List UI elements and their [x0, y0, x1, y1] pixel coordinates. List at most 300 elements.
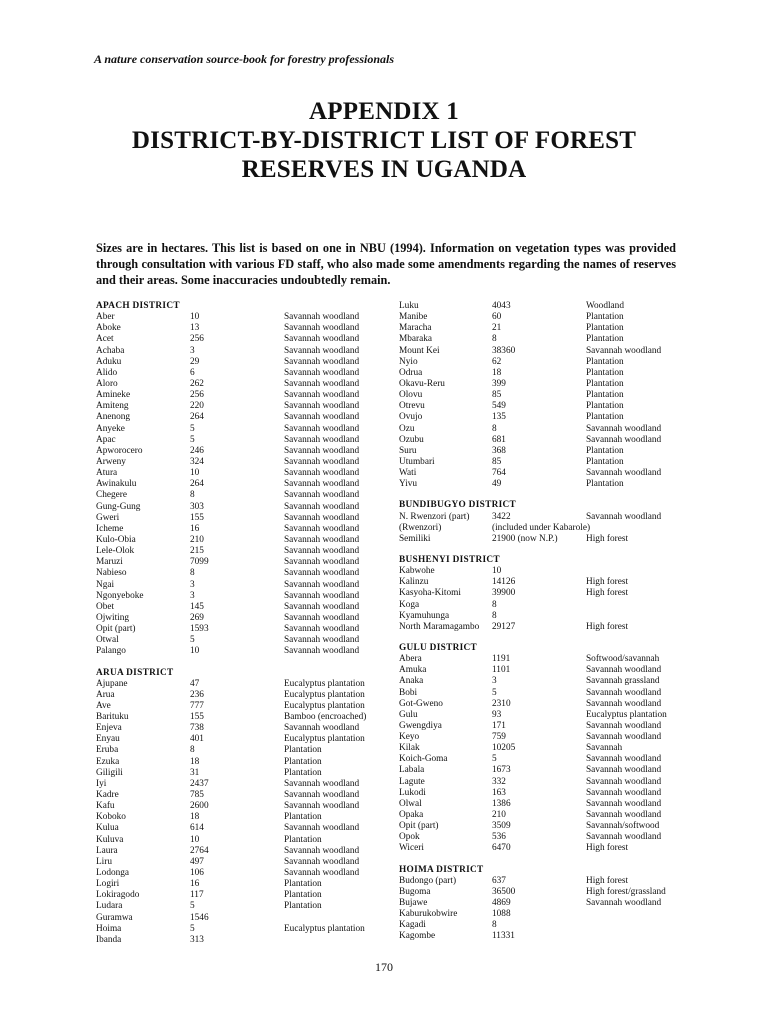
- reserve-size: 10: [492, 566, 502, 577]
- reserve-name: Opaka: [399, 810, 424, 821]
- title-line-3: RESERVES IN UGANDA: [241, 156, 527, 183]
- reserve-row: [399, 699, 699, 710]
- vegetation-type: Savannah woodland: [284, 801, 360, 812]
- reserve-row: [96, 913, 386, 924]
- reserve-name: Bujawe: [399, 898, 428, 909]
- reserve-row: [96, 468, 386, 479]
- section-gap: [399, 855, 699, 865]
- reserve-row: [96, 334, 386, 345]
- reserve-row: [96, 424, 386, 435]
- reserve-name: Atura: [96, 468, 118, 479]
- vegetation-type: Plantation: [586, 412, 624, 423]
- vegetation-type: Plantation: [284, 745, 322, 756]
- vegetation-type: Savannah woodland: [284, 501, 360, 512]
- reserve-row: [96, 779, 386, 790]
- reserve-size: 8: [492, 920, 497, 931]
- reserve-name: North Maramagambo: [399, 621, 480, 632]
- reserve-row: [399, 424, 699, 435]
- reserve-size: 18: [492, 367, 502, 378]
- reserve-row: [96, 379, 386, 390]
- reserve-size: 6470: [492, 843, 511, 854]
- reserve-row: [96, 401, 386, 412]
- reserve-row: [399, 323, 699, 334]
- vegetation-type: Savannah woodland: [284, 778, 360, 789]
- reserve-size: 399: [492, 378, 506, 389]
- reserve-row: [96, 479, 386, 490]
- reserve-size: 264: [190, 412, 204, 423]
- vegetation-type: Savannah woodland: [284, 390, 360, 401]
- reserve-name: Kafu: [96, 801, 115, 812]
- reserve-name: Ozubu: [399, 434, 424, 445]
- reserve-row: [399, 676, 699, 687]
- reserve-name: Eruba: [96, 745, 119, 756]
- reserve-name: Koga: [399, 599, 420, 610]
- reserve-row: [96, 712, 386, 723]
- reserve-row: [96, 357, 386, 368]
- reserve-row: [96, 591, 386, 602]
- vegetation-type: Plantation: [586, 378, 624, 389]
- reserve-name: Otwal: [96, 635, 119, 646]
- reserve-size: 785: [190, 790, 204, 801]
- reserve-name: Semiliki: [399, 533, 431, 544]
- vegetation-type: Plantation: [586, 390, 624, 401]
- reserve-name: Kaburukobwire: [399, 909, 458, 920]
- reserve-row: [399, 622, 699, 633]
- reserve-size: 38360: [492, 345, 516, 356]
- reserve-name: Wati: [399, 468, 417, 479]
- reserve-row: [399, 600, 699, 611]
- reserve-row: [399, 523, 699, 534]
- reserve-size: 21900 (now N.P.): [492, 533, 558, 544]
- reserve-size: 8: [492, 423, 497, 434]
- reserve-size: 10: [190, 834, 200, 845]
- reserve-name: Lele-Olok: [96, 546, 135, 557]
- reserve-size: 738: [190, 723, 204, 734]
- reserve-size: 215: [190, 546, 204, 557]
- vegetation-type: Plantation: [284, 890, 322, 901]
- reserve-name: Got-Gweno: [399, 698, 443, 709]
- vegetation-type: Plantation: [586, 445, 624, 456]
- reserve-row: [399, 843, 699, 854]
- reserve-row: [96, 890, 386, 901]
- reserve-name: Aboke: [96, 323, 121, 334]
- vegetation-type: Savannah woodland: [284, 312, 360, 323]
- vegetation-type: Savannah woodland: [284, 856, 360, 867]
- reserve-name: Kuluva: [96, 834, 124, 845]
- reserve-row: [96, 368, 386, 379]
- reserve-name: Nyio: [399, 356, 418, 367]
- vegetation-type: Softwood/savannah: [586, 654, 660, 665]
- reserve-row: [96, 901, 386, 912]
- reserve-row: [96, 568, 386, 579]
- reserve-row: [96, 312, 386, 323]
- vegetation-type: Savannah woodland: [284, 868, 360, 879]
- reserve-name: (Rwenzori): [399, 522, 442, 533]
- reserve-name: Maruzi: [96, 557, 123, 568]
- reserve-name: Mount Kei: [399, 345, 440, 356]
- title-line-2: DISTRICT-BY-DISTRICT LIST OF FOREST: [131, 127, 637, 154]
- reserve-size: 60: [492, 312, 502, 323]
- reserve-name: Okavu-Reru: [399, 378, 445, 389]
- reserve-name: Ave: [96, 700, 111, 711]
- reserve-row: [96, 502, 386, 513]
- reserve-size: 4869: [492, 898, 511, 909]
- reserve-size: 269: [190, 612, 204, 623]
- vegetation-type: Savannah woodland: [586, 345, 662, 356]
- reserve-size: 1191: [492, 654, 511, 665]
- reserve-size: 332: [492, 776, 506, 787]
- reserve-size: 5: [190, 423, 195, 434]
- reserve-name: Arua: [96, 689, 115, 700]
- reserve-name: Amuka: [399, 665, 427, 676]
- reserve-row: [96, 602, 386, 613]
- reserve-name: Kadre: [96, 790, 119, 801]
- reserve-size: 536: [492, 832, 506, 843]
- reserve-name: Ibanda: [96, 934, 122, 945]
- reserve-name: Laura: [96, 845, 118, 856]
- reserve-size: 155: [190, 712, 204, 723]
- reserve-name: Wiceri: [399, 843, 424, 854]
- reserve-name: Enjeva: [96, 723, 122, 734]
- section-gap: [96, 658, 386, 668]
- reserve-size: 1593: [190, 624, 209, 635]
- reserve-row: [399, 479, 699, 490]
- vegetation-type: Plantation: [284, 756, 322, 767]
- reserve-size: 10: [190, 468, 200, 479]
- reserve-name: Enyau: [96, 734, 120, 745]
- reserve-row: [399, 710, 699, 721]
- reserve-size: 2600: [190, 801, 209, 812]
- reserve-size: 62: [492, 356, 502, 367]
- reserve-name: Kagadi: [399, 920, 426, 931]
- reserve-name: Utumbari: [399, 456, 435, 467]
- vegetation-type: Savannah woodland: [284, 601, 360, 612]
- reserve-row: [399, 512, 699, 523]
- reserve-size: 8: [492, 334, 497, 345]
- vegetation-type: Plantation: [586, 401, 624, 412]
- reserve-row: [96, 924, 386, 935]
- vegetation-type: Savannah woodland: [586, 423, 662, 434]
- reserve-size: 39900: [492, 588, 516, 599]
- reserve-size: 8: [492, 599, 497, 610]
- reserve-size: 163: [492, 787, 506, 798]
- reserve-name: Ajupane: [96, 678, 128, 689]
- reserve-name: Guramwa: [96, 912, 133, 923]
- reserve-size: 368: [492, 445, 506, 456]
- reserve-size: 21: [492, 323, 502, 334]
- reserve-row: [96, 580, 386, 591]
- reserve-size: 3422: [492, 511, 511, 522]
- vegetation-type: Savannah woodland: [586, 698, 662, 709]
- reserve-row: [96, 846, 386, 857]
- reserve-size: 264: [190, 479, 204, 490]
- reserve-row: [96, 701, 386, 712]
- reserve-name: Aduku: [96, 356, 122, 367]
- reserve-size: 303: [190, 501, 204, 512]
- vegetation-type: Savannah woodland: [586, 832, 662, 843]
- reserve-row: [399, 468, 699, 479]
- vegetation-type: Plantation: [284, 767, 322, 778]
- district-heading: ARUA DISTRICT: [96, 667, 174, 678]
- reserve-size: 3509: [492, 821, 511, 832]
- reserve-size: 7099: [190, 557, 209, 568]
- vegetation-type: High forest: [586, 588, 629, 599]
- vegetation-type: High forest: [586, 533, 629, 544]
- vegetation-type: Eucalyptus plantation: [284, 689, 365, 700]
- reserve-row: [399, 743, 699, 754]
- reserve-size: 155: [190, 512, 204, 523]
- vegetation-type: Savannah woodland: [284, 557, 360, 568]
- reserve-size: 5: [492, 754, 497, 765]
- district-heading: BUNDIBUGYO DISTRICT: [399, 500, 517, 511]
- reserve-row: [96, 823, 386, 834]
- reserve-row: [96, 768, 386, 779]
- reserve-size: 31: [190, 767, 200, 778]
- reserve-row: [96, 812, 386, 823]
- reserve-name: Ozu: [399, 423, 415, 434]
- reserve-name: N. Rwenzori (part): [399, 511, 470, 522]
- vegetation-type: Savannah woodland: [586, 898, 662, 909]
- reserve-row: [399, 577, 699, 588]
- reserve-name: Gulu: [399, 709, 418, 720]
- reserve-name: Suru: [399, 445, 417, 456]
- reserve-size: 5: [190, 901, 195, 912]
- reserve-size: 777: [190, 700, 204, 711]
- reserve-row: [96, 801, 386, 812]
- reserve-row: [399, 920, 699, 931]
- reserve-name: Obet: [96, 601, 115, 612]
- reserve-name: Alido: [96, 367, 118, 378]
- reserve-size: 29127: [492, 621, 516, 632]
- reserve-row: [399, 810, 699, 821]
- reserve-row: [96, 457, 386, 468]
- vegetation-type: Savannah woodland: [284, 412, 360, 423]
- reserve-name: Yivu: [399, 479, 418, 490]
- reserve-size: 8: [190, 568, 195, 579]
- reserve-row: [399, 821, 699, 832]
- reserve-name: Kyamuhunga: [399, 610, 450, 621]
- reserve-row: [399, 898, 699, 909]
- reserve-name: Barituku: [96, 712, 129, 723]
- reserve-name: Iyi: [96, 778, 107, 789]
- reserve-row: [96, 635, 386, 646]
- reserve-name: Aloro: [96, 378, 118, 389]
- reserve-row: [96, 646, 386, 657]
- vegetation-type: Savannah woodland: [586, 810, 662, 821]
- vegetation-type: High forest: [586, 875, 629, 886]
- vegetation-type: Plantation: [284, 901, 322, 912]
- reserve-name: Kalinzu: [399, 577, 429, 588]
- reserve-row: [399, 611, 699, 622]
- vegetation-type: Plantation: [284, 812, 322, 823]
- reserve-size: 764: [492, 468, 506, 479]
- reserve-row: [399, 721, 699, 732]
- reserve-size: 36500: [492, 886, 516, 897]
- vegetation-type: Savannah woodland: [284, 512, 360, 523]
- vegetation-type: Savannah woodland: [284, 646, 360, 657]
- vegetation-type: Savannah woodland: [284, 624, 360, 635]
- reserve-row: [399, 301, 699, 312]
- reserve-row: [96, 935, 386, 946]
- reserve-size: 5: [190, 434, 195, 445]
- reserve-size: 93: [492, 709, 502, 720]
- reserve-size: 637: [492, 875, 506, 886]
- reserve-size: 8: [190, 490, 195, 501]
- reserve-name: Koboko: [96, 812, 126, 823]
- page-number: 170: [375, 960, 393, 974]
- reserve-name: Lodonga: [96, 868, 130, 879]
- reserve-size: 549: [492, 401, 506, 412]
- reserve-size: 11331: [492, 931, 515, 942]
- reserve-row: [399, 788, 699, 799]
- vegetation-type: Savannah woodland: [284, 590, 360, 601]
- reserve-name: Ojwiting: [96, 612, 130, 623]
- reserve-size: 3: [190, 590, 195, 601]
- reserve-row: [96, 490, 386, 501]
- vegetation-type: Eucalyptus plantation: [284, 734, 365, 745]
- reserve-name: Koich-Goma: [399, 754, 448, 765]
- vegetation-type: Savannah woodland: [284, 334, 360, 345]
- reserve-row: [96, 868, 386, 879]
- reserve-size: 401: [190, 734, 204, 745]
- vegetation-type: Savannah woodland: [284, 534, 360, 545]
- reserve-row: [96, 323, 386, 334]
- reserve-row: [96, 857, 386, 868]
- reserve-name: Otrevu: [399, 401, 425, 412]
- reserve-row: [399, 534, 699, 545]
- reserve-size: 5: [190, 635, 195, 646]
- reserve-name: Maracha: [399, 323, 432, 334]
- reserve-row: [399, 588, 699, 599]
- left-column: [96, 301, 386, 946]
- reserve-size: 49: [492, 479, 502, 490]
- reserve-name: Anaka: [399, 676, 424, 687]
- reserve-name: Awinakulu: [96, 479, 137, 490]
- reserve-row: [96, 535, 386, 546]
- vegetation-type: Savannah woodland: [284, 612, 360, 623]
- vegetation-type: Savannah woodland: [284, 845, 360, 856]
- reserve-name: Amiteng: [96, 401, 129, 412]
- reserve-size: 681: [492, 434, 506, 445]
- vegetation-type: High forest/grassland: [586, 886, 666, 897]
- vegetation-type: Plantation: [586, 479, 624, 490]
- reserve-name: Lokiragodo: [96, 890, 140, 901]
- reserve-size: 1386: [492, 798, 511, 809]
- reserve-row: [96, 723, 386, 734]
- vegetation-type: Savannah woodland: [586, 776, 662, 787]
- reserve-row: [96, 524, 386, 535]
- section-gap: [399, 633, 699, 643]
- reserve-name: Ludara: [96, 901, 123, 912]
- reserve-name: Odrua: [399, 367, 423, 378]
- reserve-size: 324: [190, 456, 204, 467]
- reserve-name: Arweny: [96, 456, 126, 467]
- reserve-row: [96, 690, 386, 701]
- vegetation-type: High forest: [586, 577, 629, 588]
- reserve-row: [96, 513, 386, 524]
- reserve-row: [399, 435, 699, 446]
- reserve-size: 171: [492, 720, 506, 731]
- district-heading: APACH DISTRICT: [96, 301, 180, 311]
- reserve-size: 106: [190, 868, 204, 879]
- reserve-size: 145: [190, 601, 204, 612]
- reserve-size: 1673: [492, 765, 511, 776]
- section-gap: [399, 545, 699, 555]
- reserve-size: 16: [190, 879, 200, 890]
- vegetation-type: Woodland: [586, 301, 624, 311]
- reserve-row: [399, 799, 699, 810]
- reserve-name: Ngai: [96, 579, 115, 590]
- vegetation-type: Savannah grassland: [586, 676, 660, 687]
- vegetation-type: Savannah: [586, 743, 623, 754]
- reserve-row: [399, 876, 699, 887]
- vegetation-type: Savannah woodland: [284, 367, 360, 378]
- vegetation-type: Savannah woodland: [586, 720, 662, 731]
- reserve-row: [399, 457, 699, 468]
- reserve-name: Bugoma: [399, 886, 431, 897]
- reserve-name: Olovu: [399, 390, 423, 401]
- vegetation-type: Savannah woodland: [284, 323, 360, 334]
- reserve-name: Icheme: [96, 523, 124, 534]
- vegetation-type: Savannah woodland: [586, 765, 662, 776]
- vegetation-type: Plantation: [586, 367, 624, 378]
- reserve-row: [96, 745, 386, 756]
- reserve-size: 3: [190, 345, 195, 356]
- reserve-size: 262: [190, 378, 204, 389]
- reserve-size: 1088: [492, 909, 511, 920]
- vegetation-type: Savannah/softwood: [586, 821, 660, 832]
- reserve-size: 8: [190, 745, 195, 756]
- vegetation-type: Savannah woodland: [586, 687, 662, 698]
- vegetation-type: Plantation: [586, 323, 624, 334]
- vegetation-type: Plantation: [586, 312, 624, 323]
- reserve-name: Manibe: [399, 312, 428, 323]
- reserve-name: Ezuka: [96, 756, 120, 767]
- reserve-row: [96, 613, 386, 624]
- page-title: [0, 97, 768, 184]
- vegetation-type: Savannah woodland: [284, 434, 360, 445]
- reserve-row: [96, 757, 386, 768]
- reserve-size: 3: [190, 579, 195, 590]
- reserve-size: 10: [190, 312, 200, 323]
- reserve-row: [399, 401, 699, 412]
- reserve-name: Giligili: [96, 767, 123, 778]
- reserve-size: 10205: [492, 743, 516, 754]
- vegetation-type: Savannah woodland: [284, 790, 360, 801]
- reserve-size: 1546: [190, 912, 209, 923]
- vegetation-type: Bamboo (encroached): [284, 712, 367, 723]
- district-heading: HOIMA DISTRICT: [399, 864, 484, 875]
- reserve-row: [96, 446, 386, 457]
- reserve-size: 85: [492, 390, 502, 401]
- reserve-name: Logiri: [96, 879, 120, 890]
- vegetation-type: Savannah woodland: [586, 787, 662, 798]
- reserve-row: [96, 412, 386, 423]
- reserve-name: Gweri: [96, 512, 120, 523]
- vegetation-type: Savannah woodland: [586, 511, 662, 522]
- reserve-name: Anenong: [96, 412, 131, 423]
- reserve-row: [399, 357, 699, 368]
- vegetation-type: Plantation: [586, 356, 624, 367]
- reserve-name: Kasyoha-Kitomi: [399, 588, 461, 599]
- reserve-row: [399, 909, 699, 920]
- reserve-size: 313: [190, 934, 204, 945]
- reserve-row: [96, 879, 386, 890]
- reserve-name: Mbaraka: [399, 334, 433, 345]
- reserve-name: Opit (part): [96, 624, 136, 635]
- reserve-name: Abera: [399, 654, 422, 665]
- reserve-size: 47: [190, 678, 200, 689]
